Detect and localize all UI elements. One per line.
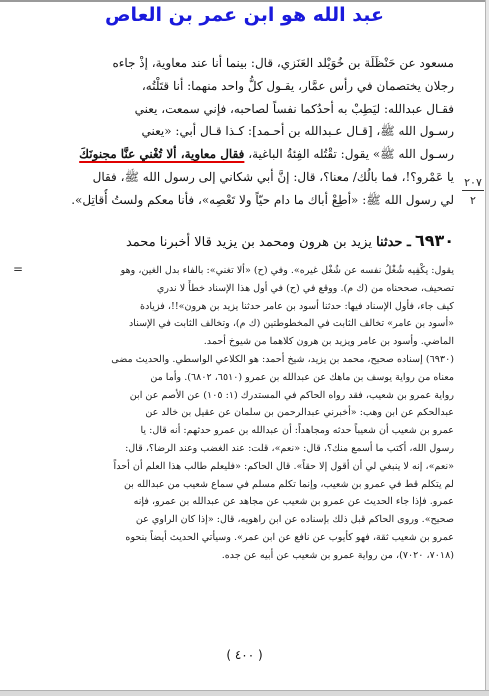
footnote-line: الماضي. وأسود بن عامر ويزيد بن هرون كلاهما من شيوخ أحمد.: [203, 336, 454, 348]
footnote-line: صحيح». وروى الحاكم قبل ذلك بإسناده عن ابن راهويه، قال: «إذا كان الراوي عن: [135, 514, 454, 526]
page-number: ( ٤٠٠ ): [226, 648, 263, 662]
body-line: رجلان يختصمان في رأس عمَّار، يقـول كلُّ واحد منهما: أنا قتَلْتُه،: [141, 78, 454, 93]
footnote-line: «أسود بن عامر» تخالف الثابت في المخطوطتين (ك م)، وتخالف الثابت في الإسناد: [129, 318, 454, 330]
margin-ref-page: ٢: [470, 194, 476, 207]
footnote-line: لم يتكلم قط في عمرو بن شعيب، وإنما تكلم مسلم في سماع شعيب من عبدالله بن: [123, 478, 454, 490]
margin-ref-volume: ٢٠٧: [464, 176, 482, 189]
window-bottom-border: [0, 690, 489, 696]
body-line: فقـال عبدالله: ليَطِبْ به أحدُكما نفساً لصاحبه، فإني سمعت، يعني: [134, 101, 454, 116]
body-line: مسعود عن حَنْظَلَة بن خُوَيْلد العَنَزي، قال: بينما أنا عند معاوية، إذْ جاءه: [112, 56, 454, 70]
page-title: عبد الله هو ابن عمر بن العاص: [105, 4, 384, 26]
body-line: يا عَمْرو؟!، فما بالُك/ معنا؟، قال: إنَّ أبي شكاني إلى رسول الله ﷺ، فقال: [92, 169, 454, 184]
footnotes: [40, 262, 454, 565]
hadith-heading: [22, 230, 454, 254]
footnote-line: معناه من رواية يوسف بن ماهك عن عبدالله بن عمرو (٦٥١٠، ٦٨٠٢). وأما من: [150, 371, 454, 383]
hadith-intro: ـ حدثنا: [376, 235, 411, 250]
footnote-line: (٦٩٣٠) إسناده صحيح، محمد بن يزيد، شيخ أحمد: هو الكلاعي الواسطي. والحديث مضى: [111, 353, 454, 365]
footnote-line: كيف جاء، فأول الإسناد فيها: حدثنا أسود بن عامر حدثنا يزيد بن هرون»!!، فزيادة: [140, 300, 454, 312]
footnote-line: رواية عمرو بن شعيب، فقد رواه الحاكم في المستدرك (١: ١٠٥) عن الأصم عن ابن: [129, 389, 454, 401]
footnote-line: عمرو. فإذا جاء الحديث عن عمرو بن شعيب عن مجاهد عن عبدالله بن عمرو، فإنه: [133, 496, 454, 508]
footnote-line: (٧٠١٨، ٧٠٢٠)، من رواية عمرو بن شعيب عن أبيه عن جده.: [221, 549, 454, 561]
margin-ref-divider: [462, 190, 484, 191]
hadith-number: ٦٩٣٠: [414, 231, 454, 250]
footnote-line: عمرو بن شعيب ثقة، فهو كأيوب عن نافع عن ابن عمر». وسيأتي الحديث أيضاً بنحوه: [125, 531, 454, 543]
body-line-highlighted: رسـول الله ﷺ» يقول: تقْتُله الفِئةُ الباغية، فقال معاوية، ألا تُغْني عنَّا مجنونَكَ: [79, 147, 454, 162]
footnote-line: تصحيف، صححناه من (ك م). ووقع في (ح) في أول هذا الإسناد خطأً لا ندري: [156, 282, 454, 294]
footnote-line: «نعم»، إنه لا ينبغي لي أن أقول إلا حقاً». قال الحاكم: «فليعلم طالب هذا العلم أن أحداً: [113, 460, 454, 472]
footnote-divider-mark: =: [13, 262, 24, 276]
footnote-line: عبدالحكم عن ابن وهب: «أخبرني عبدالرحمن بن سلمان عن عقيل بن خالد عن: [145, 407, 454, 419]
body-line: رسـول الله ﷺ، [قـال عـبدالله بن أحـمد]: كـذا قـال أبي: «يعني: [141, 124, 454, 139]
footnote-line: رسول الله، أكتب ما أسمع منك؟، قال: «نعم»، قلت: عند الغضب وعند الرضا؟، قال:: [125, 442, 454, 454]
hadith-chain-text: يزيد بن هرون ومحمد بن يزيد قالا أخبرنا محمد: [125, 235, 372, 250]
margin-volume-reference: [460, 176, 486, 208]
window-top-border: [0, 0, 489, 2]
footnote-line: عمرو بن شعيب أن شعيباً حدثه ومجاهداً: أن عبدالله بن عمرو حدثهم: أنه قال: يا: [140, 425, 454, 437]
body-line: لي رسول الله ﷺ: «أطِعْ أباك ما دام حيّاً ولا تَعْصِه»، فأنا معكم ولستُ أُقاتِل».: [71, 192, 454, 207]
red-underlined-phrase: فقال معاوية، ألا تُغْني عنَّا مجنونَكَ: [79, 147, 245, 162]
hadith-body-text: [22, 52, 454, 212]
vertical-scrollbar[interactable]: [485, 0, 489, 696]
footnote-line: يقول: يكْفِيه شُغْلُ نفسه عن شُغْل غيره». وفي (ح) «ألا تغني»: بالفاء بدل الغين، وهو: [120, 265, 454, 276]
